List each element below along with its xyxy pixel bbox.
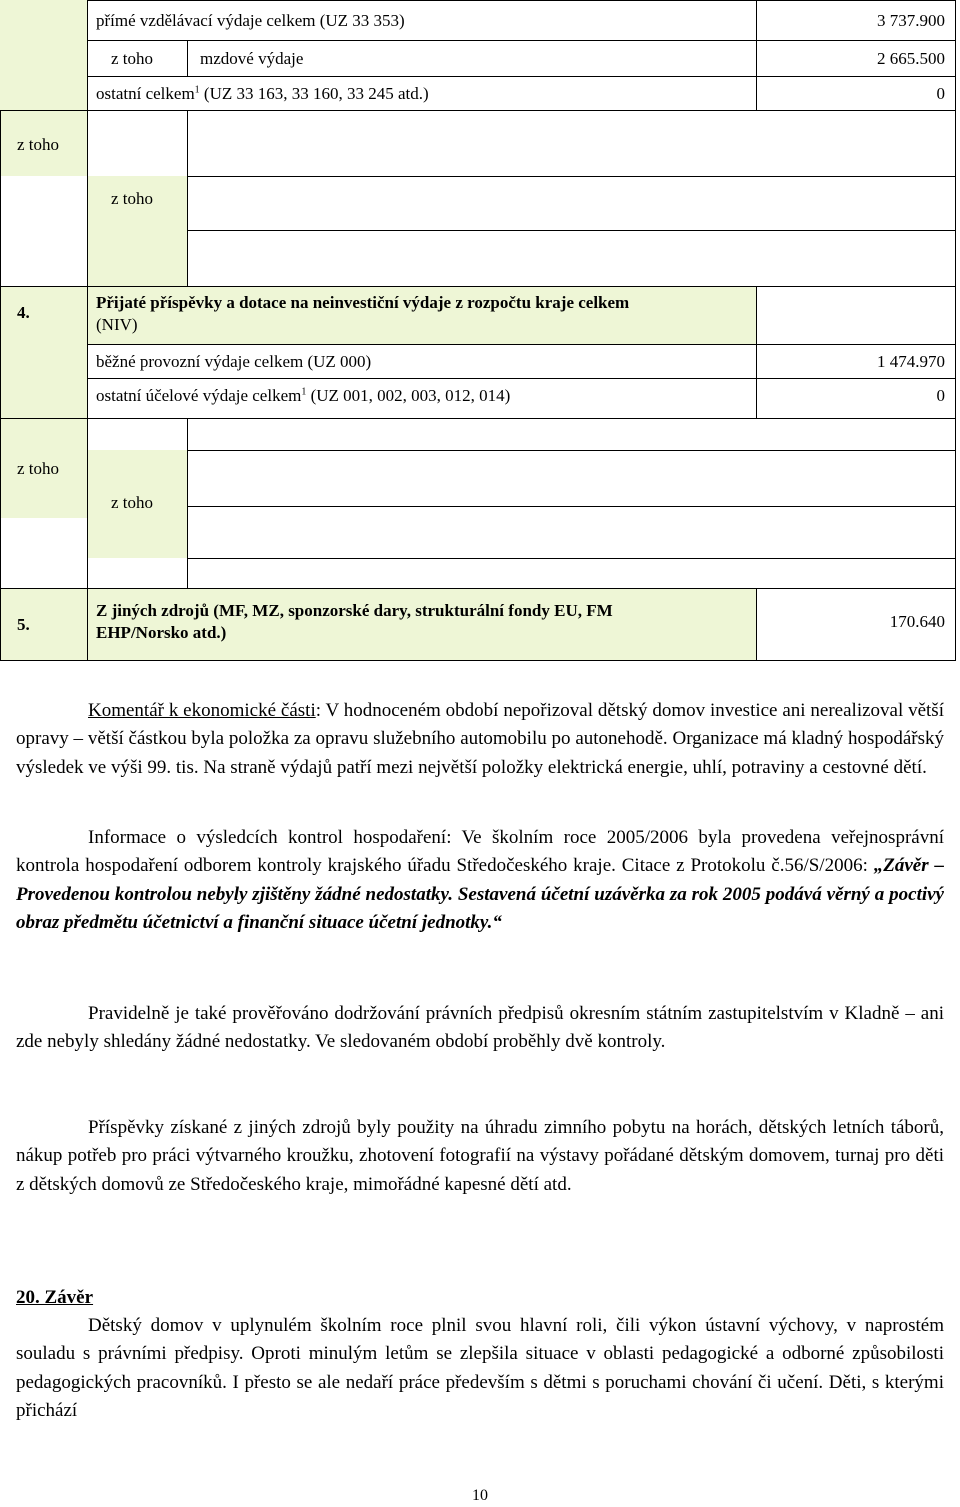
section-5-number: 5. xyxy=(17,615,30,634)
row-earmarked-value: 0 xyxy=(936,386,945,405)
row-wages-value: 2 665.500 xyxy=(877,49,945,68)
section-4-number: 4. xyxy=(17,303,30,322)
row-wages-label: mzdové výdaje xyxy=(200,49,304,68)
row-operating-label: běžné provozní výdaje celkem (UZ 000) xyxy=(96,352,372,371)
section-heading-conclusion: 20. Závěr xyxy=(16,1287,94,1308)
section-4-green-cell xyxy=(0,286,87,418)
page-number: 10 xyxy=(472,1487,488,1504)
ztoho-inner-label-1: z toho xyxy=(111,189,154,208)
audit-quote: „Závěr – Provedenou kontrolou nebyly zjištěny žádné nedostatky. Sestavená účetní uzávěrka za rok 2005 podává věrný a poctivý obraz předmětu účetnictví a finanční situace účetní jednotky.“ xyxy=(16,855,944,934)
row-operating-value: 1 474.970 xyxy=(877,352,945,371)
conclusion-paragraph: Dětský domov v uplynulém školním roce plnil svou hlavní roli, čili výkon ústavní výchovy, v naprostém souladu s právními předpisy. Oproti minulým letům se zlepšila situace v oblasti pedagogické a odborné způsobilosti pedagogických pracovníků. I přesto se ale nedaří práce především s dětmi s poruchami chování či učení. Děti, s kterými přichází xyxy=(16,1315,944,1422)
row-direct-education-value: 3 737.900 xyxy=(877,11,945,30)
section-4-title-line2: (NIV) xyxy=(96,315,138,334)
left-green-cell-1 xyxy=(0,0,87,110)
audit-info-paragraph: Informace o výsledcích kontrol hospodaření: Ve školním roce 2005/2006 byla provedena veřejnosprávní kontrola hospodaření odborem kontroly krajského úřadu Středočeského kraje. Citace z Protokolu č.56/S/2006: „Závěr – Provedenou kontrolou nebyly zjištěny žádné nedostatky. Sestavená účetní uzávěrka za rok 2005 podává věrný a poctivý obraz předmětu účetnictví a finanční situace účetní jednotky.“ xyxy=(16,827,944,934)
row-other-total-label: ostatní celkem$^1$ (UZ 33 163, 33 160, 33 245 atd.) xyxy=(96,84,429,103)
ztoho-outer-label-1: z toho xyxy=(17,135,60,154)
ztoho-inner-label-2: z toho xyxy=(111,493,154,512)
row-direct-education-label: přímé vzdělávací výdaje celkem (UZ 33 353) xyxy=(96,11,405,30)
ztoho-outer-label-2: z toho xyxy=(17,459,60,478)
section-5-title: Z jiných zdrojů (MF, MZ, sponzorské dary, strukturální fondy EU, FM xyxy=(96,601,613,620)
contributions-paragraph: Příspěvky získané z jiných zdrojů byly použity na úhradu zimního pobytu na horách, dětských letních táborů, nákup potřeb pro práci výtvarného kroužku, zhotovení fotografií na výstavy pořádané dětským domovem, turnaj pro děti z dětských domovů ze Středočeského kraje, mimořádné kapesné dětí atd. xyxy=(16,1117,944,1195)
section-5-title-line2: EHP/Norsko atd.) xyxy=(96,623,227,642)
section-4-title: Přijaté příspěvky a dotace na neinvestiční výdaje z rozpočtu kraje celkem xyxy=(96,293,630,312)
row-other-total-value: 0 xyxy=(936,84,945,103)
economic-comment-label: Komentář k ekonomické části xyxy=(88,700,316,721)
section-5-green-cell xyxy=(0,588,87,660)
row-earmarked-label: ostatní účelové výdaje celkem$^1$ (UZ 001, 002, 003, 012, 014) xyxy=(96,386,511,405)
economic-comment-paragraph: Komentář k ekonomické části: V hodnoceném období nepořizoval dětský domov investice ani nerealizoval větší opravy – větší částkou byla položka za opravu služebního automobilu po autonehodě. Organizace má kladný hospodářský výsledek ve výši 99. tis. Na straně výdajů patří mezi největší položky elektrická energie, uhlí, potraviny a cestovné dětí. xyxy=(16,700,944,778)
section-5-value: 170.640 xyxy=(889,612,945,631)
legal-review-paragraph: Pravidelně je také prověřováno dodržování právních předpisů okresním státním zastupitelstvím v Kladně – ani zde nebyly shledány žádné nedostatky. Ve sledovaném období proběhly dvě kontroly. xyxy=(16,1003,944,1053)
row-wages-ztoho: z toho xyxy=(111,49,154,68)
